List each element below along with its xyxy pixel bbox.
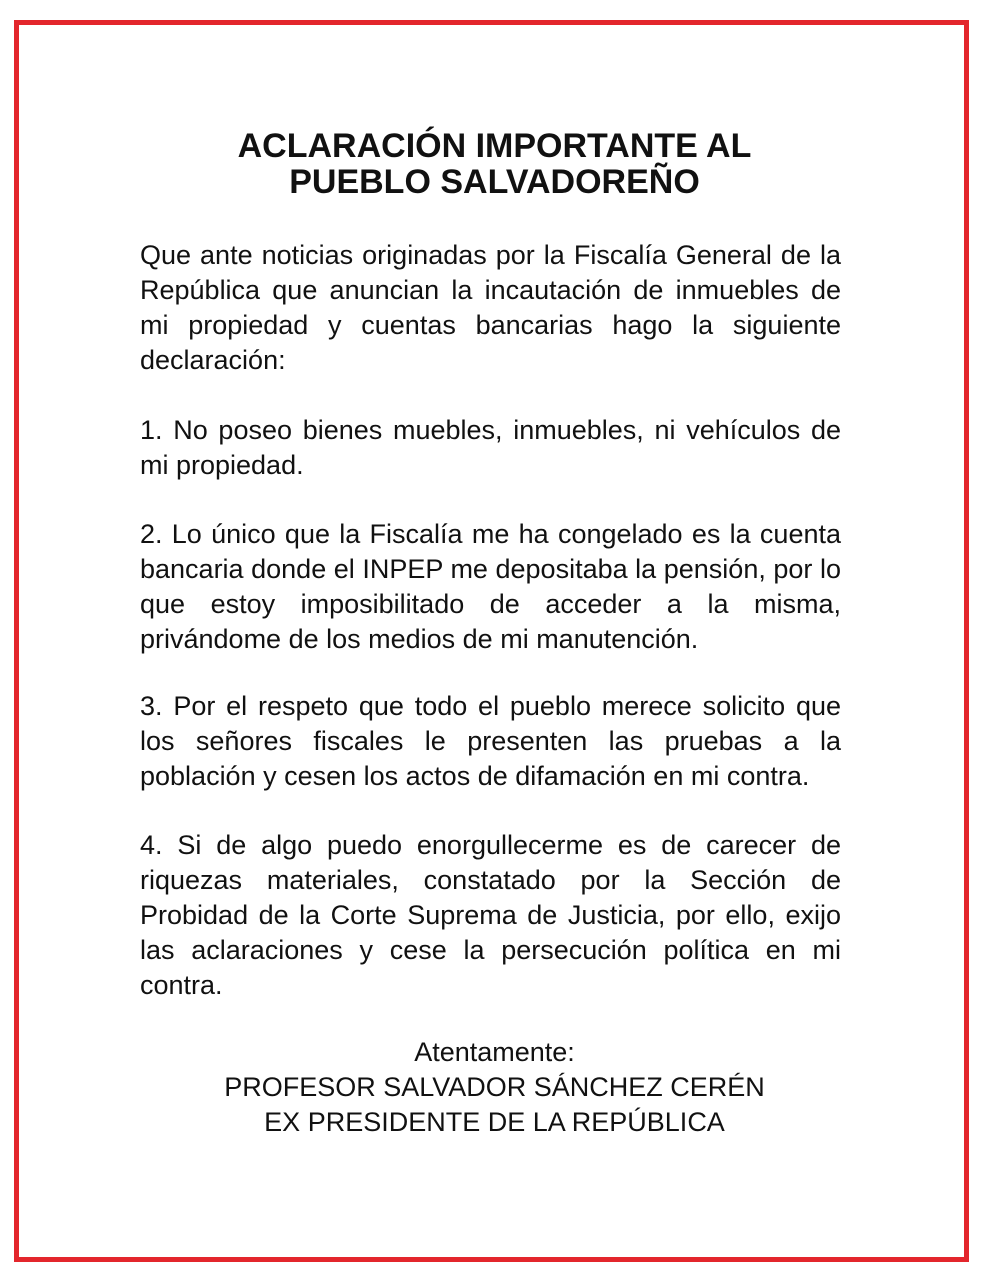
signer-title: EX PRESIDENTE DE LA REPÚBLICA	[264, 1107, 725, 1137]
point-1-paragraph: 1. No poseo bienes muebles, inmuebles, ni vehículos de mi propiedad.	[140, 415, 841, 480]
point-3-paragraph: 3. Por el respeto que todo el pueblo merece solicito que los señores fiscales le presenten las pruebas a la población y cesen los actos de difamación en mi contra.	[140, 691, 841, 791]
point-2-paragraph: 2. Lo único que la Fiscalía me ha congelado es la cuenta bancaria donde el INPEP me depositaba la pensión, por lo que estoy imposibilitado de acceder a la misma, privándome de los medios de mi manutención.	[140, 519, 841, 654]
signer-name: PROFESOR SALVADOR SÁNCHEZ CERÉN	[224, 1072, 765, 1102]
closing-text: Atentamente:	[414, 1037, 575, 1067]
document-title	[0, 128, 989, 200]
signature-block	[0, 1035, 989, 1140]
point-4-paragraph: 4. Si de algo puedo enorgullecerme es de carecer de riquezas materiales, constatado por la Sección de Probidad de la Corte Suprema de Justicia, por ello, exijo las aclaraciones y cese la persecución política en mi contra.	[140, 830, 841, 1000]
title-line-1: ACLARACIÓN IMPORTANTE AL	[237, 127, 752, 165]
title-line-2: PUEBLO SALVADOREÑO	[289, 163, 700, 201]
intro-paragraph: Que ante noticias originadas por la Fiscalía General de la República que anuncian la incautación de inmuebles de mi propiedad y cuentas bancarias hago la siguiente declaración:	[140, 240, 841, 375]
